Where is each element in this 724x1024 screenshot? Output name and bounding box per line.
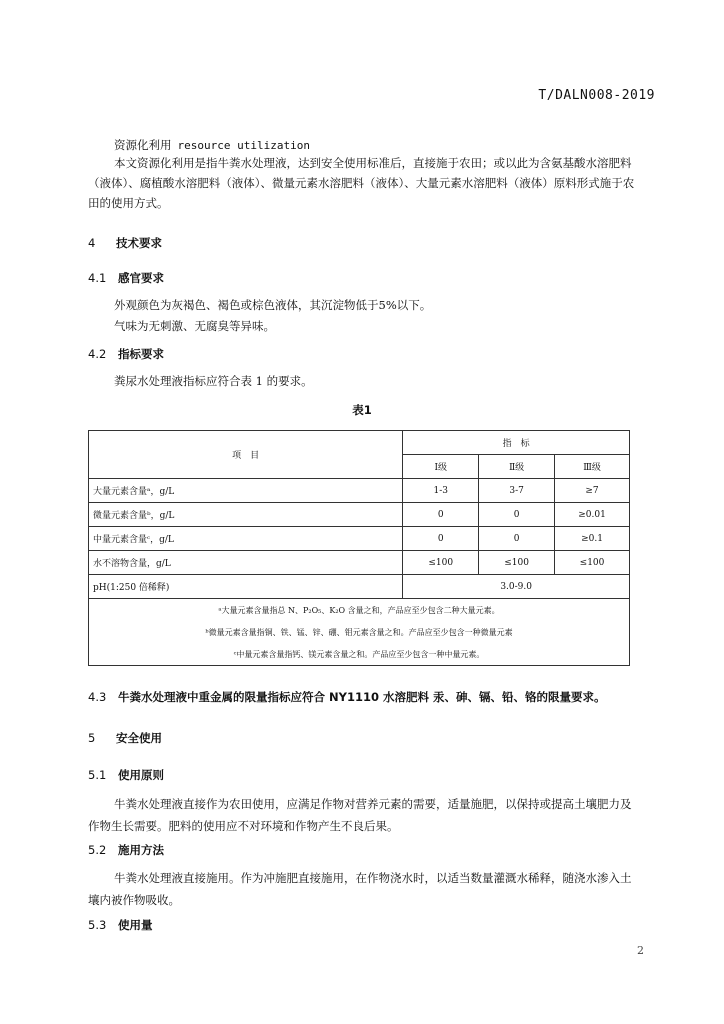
section-4-number: 4 <box>88 236 96 250</box>
section-4-1-title: 感官要求 <box>118 271 164 285</box>
usage-principle-text: 牛粪水处理液直接作为农田使用，应满足作物对营养元素的需要，适量施肥，以保持或提高土壤肥力及作物生长需要。肥料的使用应不对环境和作物产生不良后果。 <box>88 797 632 833</box>
ph-value: 3.0-9.0 <box>403 575 630 599</box>
table-header-row <box>89 431 630 455</box>
ph-item: pH(1:250 倍稀释) <box>89 575 403 599</box>
section-5-2-number: 5.2 <box>88 843 107 857</box>
index-requirement-text: 粪尿水处理液指标应符合表 1 的要求。 <box>114 374 313 388</box>
header-item: 项 目 <box>89 431 403 479</box>
section-4-1-number: 4.1 <box>88 271 107 285</box>
section-5-1-title: 使用原则 <box>118 768 164 782</box>
table-row <box>89 479 630 503</box>
row-g1: 0 <box>403 527 479 551</box>
sensory-appearance: 外观颜色为灰褐色、褐色或棕色液体，其沉淀物低于5%以下。 <box>114 298 432 312</box>
row-item: 微量元素含量ᵇ，g/L <box>89 503 403 527</box>
table-row <box>89 503 630 527</box>
section-4-3-heading <box>88 689 688 705</box>
row-g3: ≤100 <box>555 551 630 575</box>
table-row <box>89 551 630 575</box>
table-note-b: ᵇ微量元素含量指铜、铁、锰、锌、硼、钼元素含量之和。产品应至少包含一种微量元素 <box>89 621 630 643</box>
table-row-ph <box>89 575 630 599</box>
header-index: 指 标 <box>403 431 630 455</box>
row-g1: ≤100 <box>403 551 479 575</box>
spec-table <box>88 430 630 666</box>
row-g2: ≤100 <box>479 551 555 575</box>
section-5-3-heading <box>88 917 153 933</box>
section-5-2-title: 施用方法 <box>118 843 164 857</box>
grade-3: Ⅲ级 <box>555 455 630 479</box>
table-note-row <box>89 599 630 622</box>
section-4-2-heading <box>88 346 164 362</box>
row-g3: ≥7 <box>555 479 630 503</box>
application-method-text: 牛粪水处理液直接施用。作为冲施肥直接施用，在作物浇水时，以适当数量灌溉水稀释，随浇水渗入土壤内被作物吸收。 <box>88 871 632 907</box>
page-number: 2 <box>637 944 644 957</box>
table-note-a: ᵃ大量元素含量指总 N、P₂O₅、K₂O 含量之和，产品应至少包含二种大量元素。 <box>89 599 630 622</box>
section-4-2-title: 指标要求 <box>118 347 164 361</box>
row-g3: ≥0.01 <box>555 503 630 527</box>
row-g1: 1-3 <box>403 479 479 503</box>
section-5-number: 5 <box>88 731 96 745</box>
row-g2: 0 <box>479 527 555 551</box>
table-note-c: ᶜ中量元素含量指钙、镁元素含量之和。产品应至少包含一种中量元素。 <box>89 643 630 666</box>
grade-1: Ⅰ级 <box>403 455 479 479</box>
term-title-en: resource utilization <box>177 139 310 152</box>
table-caption: 表1 <box>352 403 372 417</box>
table-note-row <box>89 643 630 666</box>
section-5-heading <box>88 730 162 746</box>
section-5-1-number: 5.1 <box>88 768 107 782</box>
grade-2: Ⅱ级 <box>479 455 555 479</box>
table-row <box>89 527 630 551</box>
section-4-2-number: 4.2 <box>88 347 107 361</box>
sensory-odor: 气味为无刺激、无腐臭等异味。 <box>114 319 275 333</box>
section-5-2-heading <box>88 842 164 858</box>
row-g3: ≥0.1 <box>555 527 630 551</box>
term-definition: 本文资源化利用是指牛粪水处理液，达到安全使用标准后，直接施于农田；或以此为含氨基酸水溶肥料（液体）、腐植酸水溶肥料（液体）、微量元素水溶肥料（液体）、大量元素水溶肥料（液体）原料形式施于农田的使用方式。 <box>88 156 635 210</box>
section-4-heading <box>88 235 162 251</box>
row-g2: 3-7 <box>479 479 555 503</box>
section-5-1-heading <box>88 767 164 783</box>
row-g1: 0 <box>403 503 479 527</box>
section-5-3-number: 5.3 <box>88 918 107 932</box>
row-item: 中量元素含量ᶜ，g/L <box>89 527 403 551</box>
section-4-3-number: 4.3 <box>88 690 107 704</box>
table-note-row <box>89 621 630 643</box>
row-g2: 0 <box>479 503 555 527</box>
term-title <box>114 137 310 153</box>
section-4-3-text: 牛粪水处理液中重金属的限量指标应符合 NY1110 水溶肥料 汞、砷、镉、铅、铬的限量要求。 <box>118 690 606 704</box>
row-item: 大量元素含量ᵃ，g/L <box>89 479 403 503</box>
section-5-3-title: 使用量 <box>118 918 153 932</box>
row-item: 水不溶物含量，g/L <box>89 551 403 575</box>
term-title-cn: 资源化利用 <box>114 138 172 152</box>
section-5-title: 安全使用 <box>116 731 162 745</box>
standard-code: T/DALN008-2019 <box>538 88 655 103</box>
section-4-1-heading <box>88 270 164 286</box>
section-4-title: 技术要求 <box>116 236 162 250</box>
